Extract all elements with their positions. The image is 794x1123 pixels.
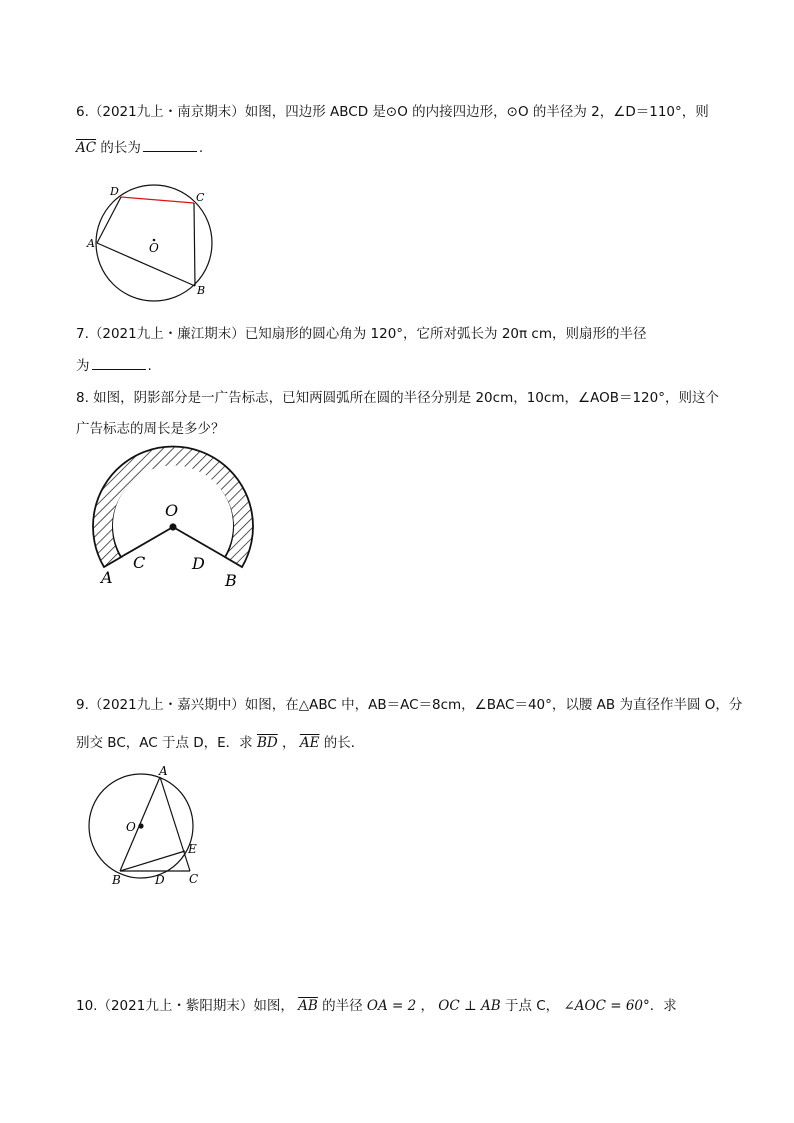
- q7-answer-blank: [92, 358, 146, 370]
- q9-separator: ，: [282, 735, 296, 751]
- q8-label-O: O: [165, 501, 179, 520]
- q6-segment-CB: [194, 203, 195, 286]
- q9-line1: 9.（2021九上・嘉兴期中）如图，在△ABC 中，AB＝AC＝8cm，∠BAC＝40°，以腰 AB 为直径作半圆 O，分: [76, 697, 743, 713]
- q6-figure: [84, 180, 224, 310]
- q9-center-dot: [138, 823, 143, 828]
- q9-arc-BD: $\overline{BD}$: [256, 735, 278, 751]
- q7-line2-end: .: [147, 358, 152, 374]
- q9-label-C: C: [189, 872, 199, 886]
- q8-line1: 8. 如图，阴影部分是一广告标志，已知两圆弧所在圆的半径分别是 20cm，10cm，∠AOB＝120°，则这个: [76, 390, 719, 406]
- q6-segment-AB: [97, 243, 195, 286]
- q6-line2: [76, 139, 203, 157]
- q6-line2-text: 的长为: [100, 140, 141, 156]
- q8-line2: 广告标志的周长是多少？: [76, 421, 225, 437]
- q10-eq2: OC ⊥ AB: [438, 998, 501, 1014]
- q10-comma: ，: [420, 998, 434, 1014]
- q6-segment-DC: [121, 197, 194, 203]
- q6-label-C: C: [196, 191, 205, 204]
- q9-figure: [86, 764, 216, 889]
- q7-line1: 7.（2021九上・廉江期末）已知扇形的圆心角为 120°，它所对弧长为 20π cm，则扇形的半径: [76, 326, 647, 342]
- q10-end: ．求: [649, 998, 677, 1014]
- q10-mid2: 于点 C，: [504, 998, 560, 1014]
- q8-figure: [86, 446, 261, 596]
- q10-prefix: 10.（2021九上・紫阳期末）如图，: [76, 998, 294, 1014]
- q7-line2: [76, 357, 152, 375]
- q6-label-B: B: [197, 284, 206, 297]
- q9-line2: [76, 734, 364, 752]
- q8-label-A: A: [101, 568, 113, 587]
- q6-label-D: D: [110, 185, 119, 198]
- q9-line2-post: 的长．: [323, 735, 365, 751]
- q9-label-A: A: [159, 764, 168, 778]
- q10-eq1: OA = 2: [366, 998, 417, 1014]
- q8-label-C: C: [133, 553, 146, 572]
- q6-arc-label: $\overline{AC}$: [76, 140, 97, 156]
- q10-eq3: ∠AOC = 60°: [563, 998, 650, 1014]
- q6-answer-blank: [143, 140, 197, 152]
- q8-center-dot: [169, 523, 176, 530]
- q9-line2-pre: 别交 BC，AC 于点 D，E．求: [76, 735, 253, 751]
- q9-segment-BE: [120, 851, 185, 871]
- q8-label-B: B: [225, 571, 237, 590]
- q8-label-D: D: [192, 554, 205, 573]
- q6-line1: 6.（2021九上・南京期末）如图，四边形 ABCD 是⊙O 的内接四边形，⊙O 的半径为 2，∠D＝110°，则: [76, 104, 709, 120]
- q6-line2-end: .: [198, 140, 204, 156]
- q7-line2-text: 为: [76, 358, 90, 374]
- q9-label-O: O: [126, 820, 136, 834]
- q9-label-B: B: [112, 873, 121, 887]
- q6-label-A: A: [87, 237, 95, 250]
- q6-label-O: O: [149, 241, 159, 255]
- q9-label-D: D: [155, 873, 165, 887]
- q10-arc-AB: $\overline{AB}$: [298, 998, 318, 1014]
- q9-arc-AE: $\overline{AE}$: [299, 735, 320, 751]
- q10-mid1: 的半径: [322, 998, 363, 1014]
- q9-label-E: E: [188, 842, 197, 856]
- q10-line1: [76, 997, 677, 1015]
